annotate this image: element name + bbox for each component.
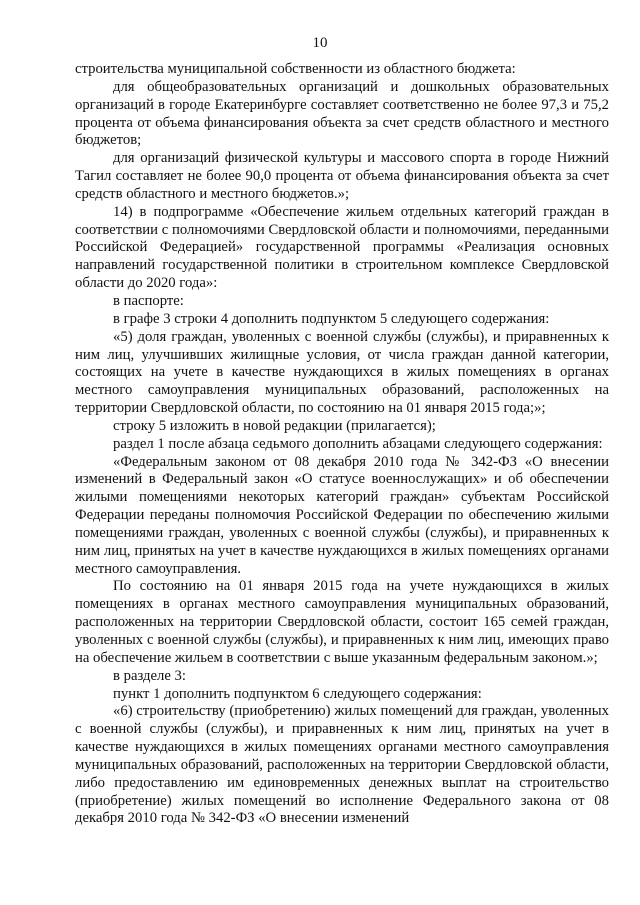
paragraph: «Федеральным законом от 08 декабря 2010 года № 342-ФЗ «О внесении изменений в Федеральный закон «О статусе военнослужащих» и об обеспечении жилыми помещениями некоторых категорий граждан» субъектам Российской Федерации переданы полномочия Российской Федерации по обеспечению жилыми помещениями граждан, уволенных с военной службы (службы), и приравненных к ним лиц, принятых на учет в качестве нуждающихся в жилых помещениях органами местного самоуправления.: [75, 453, 609, 577]
document-body: [75, 61, 609, 828]
paragraph: в разделе 3:: [113, 667, 186, 684]
paragraph: в паспорте:: [113, 292, 184, 309]
paragraph: для организаций физической культуры и массового спорта в городе Нижний Тагил составляет не более 90,0 процента от объема финансирования объекта за счет средств областного и местного бюджетов.»;: [75, 150, 609, 202]
paragraph: строительства муниципальной собственности из областного бюджета:: [75, 61, 516, 77]
page-number: 10: [312, 35, 328, 51]
paragraph: раздел 1 после абзаца седьмого дополнить абзацами следующего содержания:: [113, 435, 603, 452]
paragraph: «6) строительству (приобретению) жилых помещений для граждан, уволенных с военной службы (службы), и приравненных к ним лиц, принятых на учет в качестве нуждающихся в жилых помещениях органами местного самоуправления муниципальных образований, расположенных на территории Свердловской области, либо предоставлению им единовременных денежных выплат на строительство (приобретение) жилых помещений во исполнение Федерального закона от 08 декабря 2010 года № 342-ФЗ «О внесении изменений: [75, 703, 609, 827]
paragraph: пункт 1 дополнить подпунктом 6 следующего содержания:: [113, 685, 482, 702]
paragraph: для общеобразовательных организаций и дошкольных образовательных организаций в городе Екатеринбурге составляет соответственно не более 97,3 и 75,2 процента от объема финансирования объекта за счет средств областного и местного бюджетов;: [75, 78, 609, 149]
paragraph: строку 5 изложить в новой редакции (прилагается);: [113, 417, 436, 434]
paragraph: в графе 3 строки 4 дополнить подпунктом 5 следующего содержания:: [113, 310, 550, 327]
paragraph: «5) доля граждан, уволенных с военной службы (службы), и приравненных к ним лиц, улучшивших жилищные условия, от числа граждан данной категории, состоящих на учете в качестве нуждающихся в жилых помещениях в органах местного самоуправления муниципальных образований, расположенных на территории Свердловской области, по состоянию на 01 января 2015 года;»;: [75, 328, 609, 417]
paragraph: 14) в подпрограмме «Обеспечение жильем отдельных категорий граждан в соответствии с полномочиями Свердловской области и полномочиями, переданными Российской Федерацией» государственной программы «Реализация основных направлений государственной политики в строительном комплексе Свердловской области до 2020 года»:: [75, 203, 609, 292]
paragraph: По состоянию на 01 января 2015 года на учете нуждающихся в жилых помещениях в органах местного самоуправления муниципальных образований, расположенных на территории Свердловской области, состоит 165 семей граждан, уволенных с военной службы (службы), и приравненных к ним лиц, имеющих право на обеспечение жильем в соответствии с выше указанным федеральным законом.»;: [75, 578, 609, 666]
